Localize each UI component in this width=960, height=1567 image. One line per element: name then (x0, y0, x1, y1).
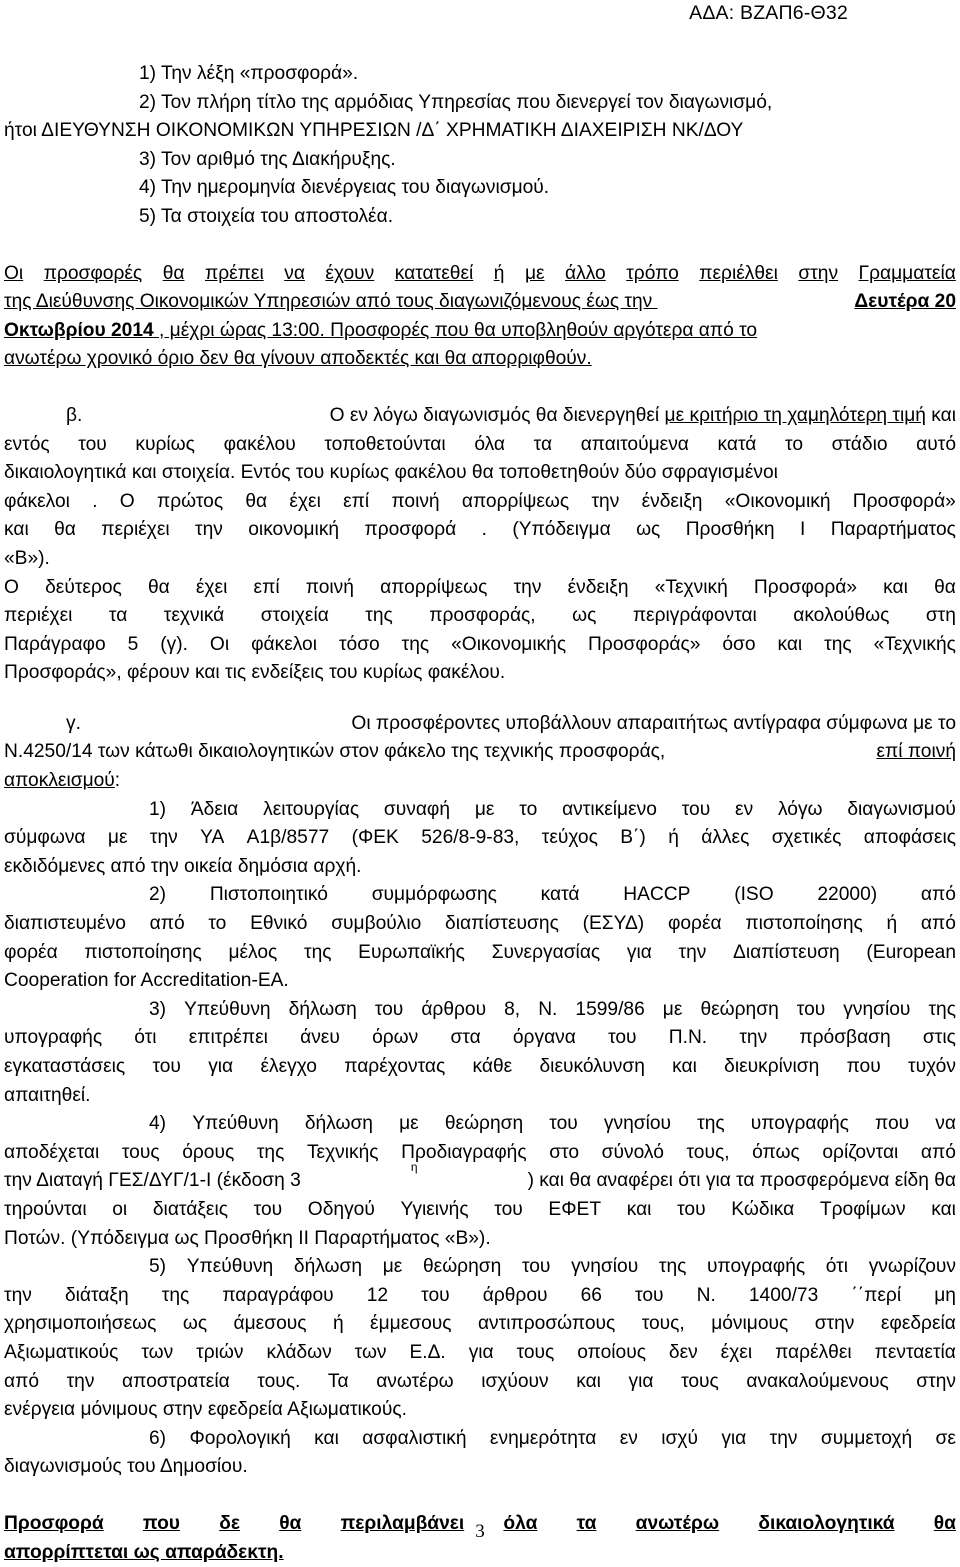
deadline-date: Δευτέρα 20 (854, 288, 956, 317)
superscript: η (411, 1167, 418, 1196)
section-b-line (4, 631, 956, 660)
item-line: Ποτών. (Υπόδειγμα ως Προσθήκη ΙΙ Παραρτήματος «Β»). (4, 1225, 956, 1254)
section-marker: β. (66, 402, 82, 431)
item-line: ενέργεια μόνιμους στην εφεδρεία Αξιωματικούς. (4, 1396, 956, 1425)
item-text: φορέα πιστοποίησης μέλος της Ευρωπαϊκής Συνεργασίας για την Διαπίστευση (European (4, 939, 956, 968)
item-line (4, 1167, 956, 1196)
item-text: υπογραφής ότι επιτρέπει άνευ όρων στα όργανα του Π.Ν. την πρόσβαση στις (4, 1024, 956, 1053)
deadline-text: Προσφορές που θα υποβληθούν αργότερα από το (330, 320, 757, 341)
item-line (4, 1310, 956, 1339)
item-line: Cooperation for Accreditation-EA. (4, 967, 956, 996)
section-b-line (4, 516, 956, 545)
section-c-line (4, 710, 956, 739)
spacer (4, 374, 956, 402)
section-b-line (4, 402, 956, 431)
section-text: Ο δεύτερος θα έχει επί ποινή απορρίψεως την ένδειξη «Τεχνική Προσφορά» και θα (4, 574, 956, 603)
section-b-line (4, 488, 956, 517)
colon: : (115, 770, 120, 791)
item-text: ) και θα αναφέρει ότι για τα προσφερόμενα είδη θα (528, 1167, 956, 1196)
section-b-line: δικαιολογητικά και στοιχεία. Εντός του κυρίως φακέλου θα τοποθετηθούν δύο σφραγισμένοι (4, 459, 956, 488)
deadline-text: της Διεύθυνσης Οικονομικών Υπηρεσιών από τους διαγωνιζόμενους έως την (4, 288, 658, 317)
item-text: 1) Άδεια λειτουργίας συναφή με το αντικείμενο του εν λόγω διαγωνισμού (149, 796, 956, 825)
section-c-line (4, 738, 956, 767)
item-text: 2) Πιστοποιητικό συμμόρφωσης κατά HACCP (ISO 22000) από (149, 881, 956, 910)
ada-code: ΑΔΑ: ΒΖΑΠ6-Θ32 (689, 2, 848, 25)
section-marker: γ. (66, 710, 81, 739)
deadline-line (4, 317, 956, 346)
item-line (4, 1253, 956, 1282)
item-line (4, 1110, 956, 1139)
item-text: 3) Υπεύθυνη δήλωση του άρθρου 8, Ν. 1599/86 με θεώρηση του γνησίου της (149, 996, 956, 1025)
section-text: Ο εν λόγω διαγωνισμός θα διενεργηθεί (330, 405, 665, 426)
item-text: διαπιστευμένο από το Εθνικό συμβούλιο διαπίστευσης (ΕΣΥΔ) φορέα πιστοποίησης ή από (4, 910, 956, 939)
section-text: φάκελοι . Ο πρώτος θα έχει επί ποινή απορρίψεως την ένδειξη «Οικονομική Προσφορά» (4, 488, 956, 517)
item-line: απαιτηθεί. (4, 1082, 956, 1111)
list-item: 3) Τον αριθμό της Διακήρυξης. (4, 146, 956, 175)
item-text: σύμφωνα με την ΥΑ Α1β/8577 (ΦΕΚ 526/8-9-83, τεύχος Β΄) ή άλλες σχετικές αποφάσεις (4, 824, 956, 853)
section-b-line: «Β»). (4, 545, 956, 574)
exclusion-text: επί ποινή (876, 738, 956, 767)
item-text: Αξιωματικούς των τριών κλάδων των Ε.Δ. για τους οποίους δεν έχει παρέλθει πενταετία (4, 1339, 956, 1368)
list-item: 5) Τα στοιχεία του αποστολέα. (4, 203, 956, 232)
item-line: εκδιδόμενες από την οικεία δημόσια αρχή. (4, 853, 956, 882)
section-text: Ν.4250/14 των κάτωθι δικαιολογητικών στον φάκελο της τεχνικής προσφοράς, (4, 738, 671, 767)
item-line (4, 881, 956, 910)
item-text: από την αποστρατεία τους. Τα ανωτέρω ισχύουν και για τους ανακαλούμενους στην (4, 1368, 956, 1397)
item-line (4, 1368, 956, 1397)
item-line: διαγωνισμούς του Δημοσίου. (4, 1453, 956, 1482)
section-text: εντός του κυρίως φακέλου τοποθετούνται όλα τα απαιτούμενα κατά το στάδιο αυτό (4, 431, 956, 460)
final-note-text: Προσφορά που δε θα περιλαμβάνει όλα τα ανωτέρω δικαιολογητικά θα (4, 1510, 956, 1539)
section-text: Οι προσφέροντες υποβάλλουν απαραιτήτως αντίγραφα σύμφωνα με το (351, 710, 956, 739)
section-b-line: Προσφοράς», φέρουν και τις ενδείξεις του κυρίως φακέλου. (4, 659, 956, 688)
section-text: περιέχει τα τεχνικά στοιχεία της προσφοράς, ως περιγράφονται ακολούθως στη (4, 602, 956, 631)
list-item: 1) Την λέξη «προσφορά». (4, 60, 956, 89)
deadline-line: ανωτέρω χρονικό όριο δεν θα γίνουν αποδεκτές και θα απορριφθούν. (4, 345, 956, 374)
list-item: ήτοι ΔΙΕΥΘΥΝΣΗ ΟΙΚΟΝΟΜΙΚΩΝ ΥΠΗΡΕΣΙΩΝ /Δ΄ ΧΡΗΜΑΤΙΚΗ ΔΙΑΧΕΙΡΙΣΗ ΝΚ/ΔΟΥ (4, 117, 956, 146)
list-item: 4) Την ημερομηνία διενέργειας του διαγωνισμού. (4, 174, 956, 203)
section-b-line (4, 602, 956, 631)
section-text: και θα περιέχει την οικονομική προσφορά . (Υπόδειγμα ως Προσθήκη Ι Παραρτήματος (4, 516, 956, 545)
section-text: και (926, 405, 956, 426)
item-text: χρησιμοποιήσεως ως άμεσους ή έμμεσους αντιπροσώπους τους, μόνιμους στην εφεδρεία (4, 1310, 956, 1339)
item-line (4, 1425, 956, 1454)
item-text: 4) Υπεύθυνη δήλωση με θεώρηση του γνησίου της υπογραφής που να (149, 1110, 956, 1139)
item-text: 5) Υπεύθυνη δήλωση με θεώρηση του γνησίου της υπογραφής ότι γνωρίζουν (149, 1253, 956, 1282)
section-b-line (4, 574, 956, 603)
page-number: 3 (0, 1521, 960, 1543)
deadline-line (4, 288, 956, 317)
item-line (4, 1139, 956, 1168)
spacer (4, 1482, 956, 1510)
criterion-text: με κριτήριο τη χαμηλότερη τιμή (665, 405, 926, 426)
item-line (4, 1024, 956, 1053)
item-line (4, 1196, 956, 1225)
item-text: αποδέχεται τους όρους της Τεχνικής Προδιαγραφής στο σύνολό τους, όπως ορίζονται από (4, 1139, 956, 1168)
item-line (4, 1053, 956, 1082)
deadline-time: , μέχρι ώρας 13:00. (154, 320, 330, 341)
section-text: Παράγραφο 5 (γ). Οι φάκελοι τόσο της «Οικονομικής Προσφοράς» όσο και της «Τεχνικής (4, 631, 956, 660)
item-line (4, 996, 956, 1025)
spacer (4, 232, 956, 260)
item-line (4, 824, 956, 853)
item-line (4, 939, 956, 968)
section-c-line (4, 767, 956, 796)
item-text: την διάταξη της παραγράφου 12 του άρθρου 66 του Ν. 1400/73 ΄΄περί μη (4, 1282, 956, 1311)
item-text: 6) Φορολογική και ασφαλιστική ενημερότητα εν ισχύ για την συμμετοχή σε (149, 1425, 956, 1454)
item-line (4, 796, 956, 825)
document-body (4, 60, 956, 1567)
final-note-line: απορρίπτεται ως απαράδεκτη. (4, 1539, 956, 1567)
item-line (4, 1282, 956, 1311)
deadline-line (4, 260, 956, 289)
spacer (4, 688, 956, 710)
item-text: τηρούνται οι διατάξεις του Οδηγού Υγιεινής του ΕΦΕΤ και του Κώδικα Τροφίμων και (4, 1196, 956, 1225)
item-text: εγκαταστάσεις του για έλεγχο παρέχοντας κάθε διευκόλυνση και διευκρίνιση που τυχόν (4, 1053, 956, 1082)
exclusion-text: αποκλεισμού (4, 770, 115, 791)
deadline-text: Οι προσφορές θα πρέπει να έχουν κατατεθεί ή με άλλο τρόπο περιέλθει στην Γραμματεία (4, 260, 956, 289)
item-text: την Διαταγή ΓΕΣ/ΔΥΓ/1-Ι (έκδοση 3 (4, 1167, 301, 1196)
list-item: 2) Τον πλήρη τίτλο της αρμόδιας Υπηρεσίας που διενεργεί τον διαγωνισμό, (4, 89, 956, 118)
item-line (4, 1339, 956, 1368)
section-b-line (4, 431, 956, 460)
item-line (4, 910, 956, 939)
deadline-date: Οκτωβρίου 2014 (4, 320, 154, 341)
